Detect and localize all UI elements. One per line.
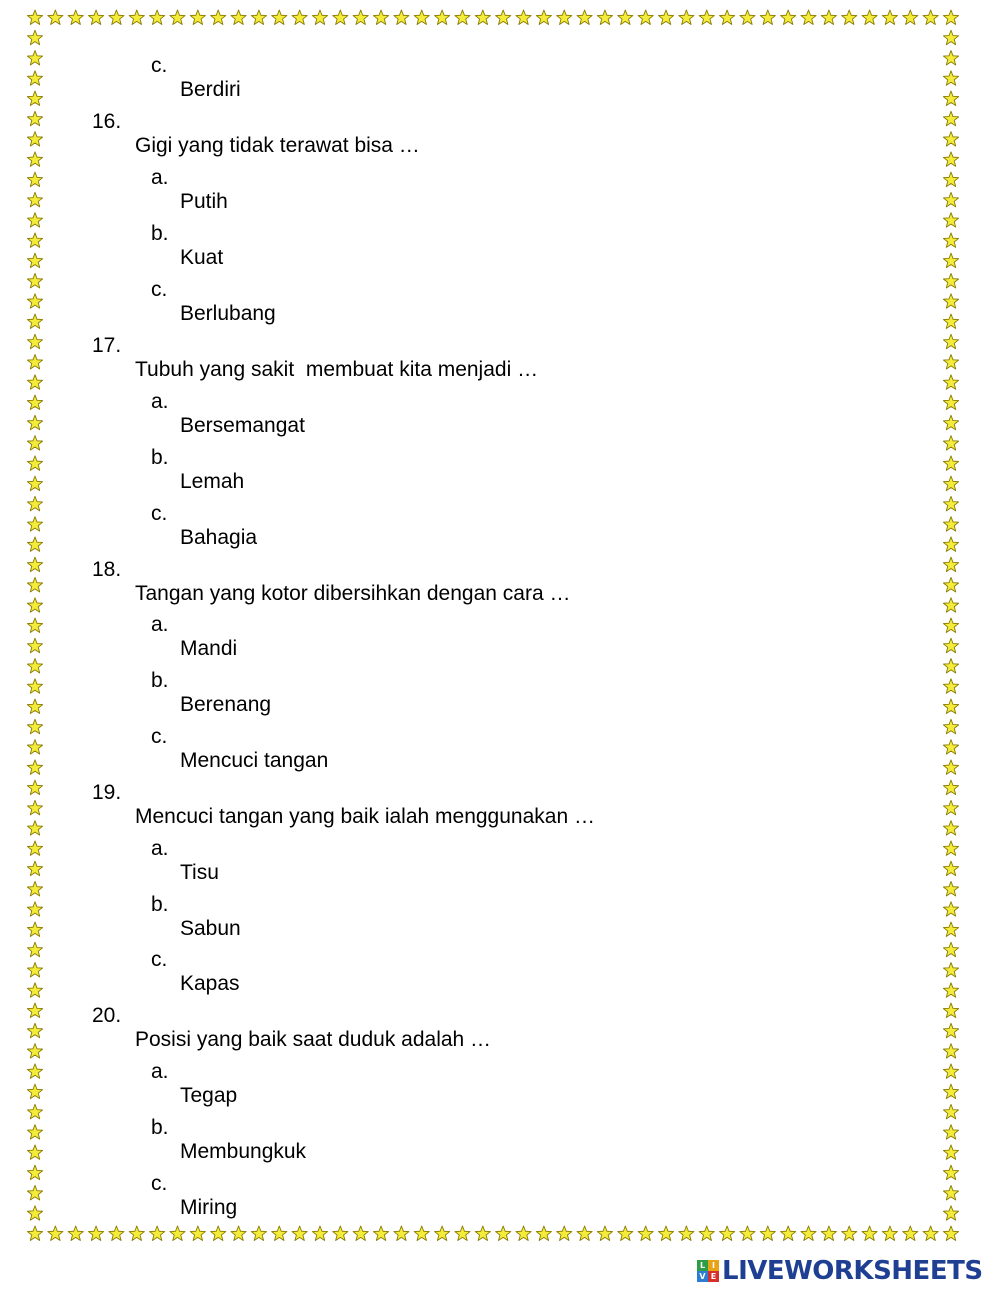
option-text: Putih xyxy=(180,190,228,213)
star-icon xyxy=(943,800,958,814)
star-icon xyxy=(943,314,958,328)
star-icon xyxy=(109,10,124,24)
star-icon xyxy=(943,213,958,227)
star-icon xyxy=(943,963,958,977)
star-icon xyxy=(27,30,42,44)
option-letter: a. xyxy=(151,837,169,860)
star-icon xyxy=(719,1226,734,1240)
star-icon xyxy=(943,598,958,612)
option-text: Sabun xyxy=(180,917,241,940)
star-icon xyxy=(821,10,836,24)
star-icon xyxy=(27,1226,42,1240)
star-icon xyxy=(435,1226,450,1240)
star-icon xyxy=(943,456,958,470)
star-icon xyxy=(27,942,42,956)
star-icon xyxy=(27,1125,42,1139)
star-icon xyxy=(27,273,42,287)
star-icon xyxy=(943,152,958,166)
star-icon xyxy=(536,10,551,24)
star-icon xyxy=(943,1084,958,1098)
star-icon xyxy=(27,355,42,369)
star-icon xyxy=(943,557,958,571)
star-icon xyxy=(943,51,958,65)
star-icon xyxy=(842,1226,857,1240)
star-icon xyxy=(27,132,42,146)
star-icon xyxy=(943,942,958,956)
star-icon xyxy=(48,1226,63,1240)
star-icon xyxy=(27,780,42,794)
star-icon xyxy=(27,679,42,693)
star-icon xyxy=(658,10,673,24)
star-icon xyxy=(943,740,958,754)
logo-mark-letter: V xyxy=(697,1271,708,1282)
star-icon xyxy=(943,436,958,450)
star-icon xyxy=(943,1185,958,1199)
star-icon xyxy=(577,10,592,24)
star-icon xyxy=(943,577,958,591)
star-icon xyxy=(88,1226,103,1240)
star-icon xyxy=(27,172,42,186)
star-icon xyxy=(27,598,42,612)
star-icon xyxy=(27,821,42,835)
question-text: Gigi yang tidak terawat bisa … xyxy=(135,134,420,157)
option-text: Berenang xyxy=(180,693,272,716)
star-icon xyxy=(923,10,938,24)
star-icon xyxy=(801,1226,816,1240)
question-number: 16. xyxy=(92,110,122,133)
star-icon xyxy=(27,800,42,814)
star-icon xyxy=(27,456,42,470)
star-icon xyxy=(27,233,42,247)
star-icon xyxy=(943,355,958,369)
option-letter: a. xyxy=(151,613,169,636)
star-icon xyxy=(557,10,572,24)
star-icon xyxy=(211,10,226,24)
star-icon xyxy=(943,415,958,429)
logo-text: LIVEWORKSHEETS xyxy=(722,1256,983,1286)
option-text: Tegap xyxy=(180,1084,238,1107)
star-icon xyxy=(943,841,958,855)
star-icon xyxy=(27,1003,42,1017)
star-icon xyxy=(943,902,958,916)
star-icon xyxy=(516,10,531,24)
star-icon xyxy=(536,1226,551,1240)
option-row xyxy=(0,1148,238,1244)
star-icon xyxy=(943,1003,958,1017)
star-icon xyxy=(943,294,958,308)
star-icon xyxy=(658,1226,673,1240)
star-icon xyxy=(27,638,42,652)
star-icon xyxy=(27,861,42,875)
option-text: Tisu xyxy=(180,861,219,884)
star-icon xyxy=(312,10,327,24)
option-letter: c. xyxy=(151,948,168,971)
star-icon xyxy=(109,1226,124,1240)
star-icon xyxy=(943,719,958,733)
star-icon xyxy=(27,902,42,916)
star-icon xyxy=(414,10,429,24)
star-icon xyxy=(27,719,42,733)
option-letter: a. xyxy=(151,1060,169,1083)
star-icon xyxy=(740,10,755,24)
star-icon xyxy=(597,10,612,24)
option-letter: b. xyxy=(151,446,169,469)
star-icon xyxy=(862,1226,877,1240)
star-icon xyxy=(943,111,958,125)
option-text: Berdiri xyxy=(180,78,241,101)
star-icon xyxy=(577,1226,592,1240)
star-icon xyxy=(27,253,42,267)
star-icon xyxy=(27,557,42,571)
star-icon xyxy=(27,192,42,206)
star-icon xyxy=(943,1206,958,1220)
star-icon xyxy=(150,10,165,24)
star-icon xyxy=(557,1226,572,1240)
star-icon xyxy=(394,1226,409,1240)
star-icon xyxy=(292,1226,307,1240)
option-letter: b. xyxy=(151,669,169,692)
star-icon xyxy=(943,1104,958,1118)
star-icon xyxy=(312,1226,327,1240)
star-icon xyxy=(943,1023,958,1037)
star-icon xyxy=(943,172,958,186)
logo-mark-letter: E xyxy=(708,1271,719,1282)
star-icon xyxy=(190,10,205,24)
star-icon xyxy=(943,91,958,105)
star-icon xyxy=(27,881,42,895)
option-text: Bahagia xyxy=(180,526,258,549)
question-number: 19. xyxy=(92,781,122,804)
star-icon xyxy=(943,476,958,490)
star-icon xyxy=(455,1226,470,1240)
star-icon xyxy=(27,841,42,855)
star-icon xyxy=(27,1206,42,1220)
star-icon xyxy=(27,375,42,389)
star-icon xyxy=(27,1084,42,1098)
star-icon xyxy=(943,679,958,693)
star-icon xyxy=(170,10,185,24)
star-icon xyxy=(943,1044,958,1058)
star-icon xyxy=(27,577,42,591)
star-icon xyxy=(618,1226,633,1240)
star-icon xyxy=(27,740,42,754)
star-icon xyxy=(719,10,734,24)
star-icon xyxy=(373,1226,388,1240)
star-icon xyxy=(27,1185,42,1199)
star-icon xyxy=(27,983,42,997)
option-letter: b. xyxy=(151,222,169,245)
star-icon xyxy=(373,10,388,24)
logo-mark-letter: I xyxy=(708,1260,719,1271)
star-icon xyxy=(27,1145,42,1159)
star-icon xyxy=(27,10,42,24)
option-text: Miring xyxy=(180,1196,238,1219)
star-icon xyxy=(292,10,307,24)
question-number: 18. xyxy=(92,558,122,581)
star-icon xyxy=(943,1064,958,1078)
star-icon xyxy=(943,618,958,632)
star-icon xyxy=(943,375,958,389)
star-icon xyxy=(27,496,42,510)
star-icon xyxy=(943,659,958,673)
star-icon xyxy=(943,1165,958,1179)
star-icon xyxy=(496,10,511,24)
star-icon xyxy=(27,963,42,977)
star-icon xyxy=(435,10,450,24)
star-icon xyxy=(27,1023,42,1037)
star-icon xyxy=(943,273,958,287)
question-text: Mencuci tangan yang baik ialah menggunakan … xyxy=(135,805,595,828)
star-icon xyxy=(27,618,42,632)
star-icon xyxy=(496,1226,511,1240)
star-icon xyxy=(638,10,653,24)
star-icon xyxy=(27,1044,42,1058)
star-icon xyxy=(760,10,775,24)
star-icon xyxy=(475,1226,490,1240)
star-icon xyxy=(27,334,42,348)
star-icon xyxy=(27,436,42,450)
question-number: 17. xyxy=(92,334,122,357)
star-icon xyxy=(943,699,958,713)
star-icon xyxy=(943,233,958,247)
star-icon xyxy=(231,10,246,24)
star-icon xyxy=(272,10,287,24)
star-icon xyxy=(516,1226,531,1240)
option-letter: c. xyxy=(151,54,168,77)
star-icon xyxy=(27,395,42,409)
option-letter: a. xyxy=(151,390,169,413)
star-icon xyxy=(862,10,877,24)
logo-mark-icon xyxy=(697,1260,719,1282)
option-text: Berlubang xyxy=(180,302,276,325)
star-icon xyxy=(27,1064,42,1078)
option-letter: c. xyxy=(151,1172,168,1195)
question-number: 20. xyxy=(92,1004,122,1027)
star-icon xyxy=(251,10,266,24)
star-icon xyxy=(903,10,918,24)
option-letter: b. xyxy=(151,893,169,916)
star-icon xyxy=(27,922,42,936)
logo-mark-letter: L xyxy=(697,1260,708,1271)
star-icon xyxy=(740,1226,755,1240)
star-icon xyxy=(68,10,83,24)
star-icon xyxy=(455,10,470,24)
star-icon xyxy=(943,537,958,551)
star-icon xyxy=(27,152,42,166)
star-icon xyxy=(943,192,958,206)
star-icon xyxy=(129,10,144,24)
star-icon xyxy=(48,10,63,24)
star-icon xyxy=(27,537,42,551)
star-icon xyxy=(638,1226,653,1240)
star-icon xyxy=(943,922,958,936)
star-icon xyxy=(129,1226,144,1240)
star-icon xyxy=(414,1226,429,1240)
liveworksheets-logo xyxy=(697,1257,983,1285)
star-icon xyxy=(211,1226,226,1240)
star-icon xyxy=(27,51,42,65)
star-icon xyxy=(882,10,897,24)
option-letter: c. xyxy=(151,278,168,301)
star-icon xyxy=(27,1104,42,1118)
star-icon xyxy=(394,10,409,24)
option-text: Lemah xyxy=(180,470,245,493)
star-icon xyxy=(27,1165,42,1179)
star-icon xyxy=(781,1226,796,1240)
star-icon xyxy=(943,496,958,510)
star-icon xyxy=(781,10,796,24)
star-icon xyxy=(27,111,42,125)
star-icon xyxy=(821,1226,836,1240)
star-icon xyxy=(943,334,958,348)
star-icon xyxy=(353,10,368,24)
star-icon xyxy=(842,10,857,24)
option-text: Kapas xyxy=(180,972,240,995)
star-icon xyxy=(150,1226,165,1240)
option-letter: c. xyxy=(151,502,168,525)
star-icon xyxy=(679,1226,694,1240)
star-icon xyxy=(170,1226,185,1240)
star-icon xyxy=(943,861,958,875)
option-text: Kuat xyxy=(180,246,224,269)
star-icon xyxy=(231,1226,246,1240)
option-letter: b. xyxy=(151,1116,169,1139)
star-icon xyxy=(943,638,958,652)
star-icon xyxy=(333,1226,348,1240)
option-text: Bersemangat xyxy=(180,414,305,437)
star-icon xyxy=(943,1145,958,1159)
option-text: Membungkuk xyxy=(180,1140,307,1163)
star-icon xyxy=(27,760,42,774)
star-icon xyxy=(27,476,42,490)
star-icon xyxy=(943,10,958,24)
star-icon xyxy=(943,1226,958,1240)
star-icon xyxy=(251,1226,266,1240)
star-icon xyxy=(27,415,42,429)
option-letter: c. xyxy=(151,725,168,748)
star-icon xyxy=(27,699,42,713)
star-icon xyxy=(27,314,42,328)
star-icon xyxy=(760,1226,775,1240)
question-text: Tangan yang kotor dibersihkan dengan cara … xyxy=(135,582,571,605)
star-icon xyxy=(923,1226,938,1240)
star-icon xyxy=(27,294,42,308)
star-icon xyxy=(943,395,958,409)
star-icon xyxy=(27,91,42,105)
question-text: Tubuh yang sakit membuat kita menjadi … xyxy=(135,358,539,381)
star-icon xyxy=(27,517,42,531)
option-text: Mandi xyxy=(180,637,238,660)
star-icon xyxy=(597,1226,612,1240)
star-icon xyxy=(943,983,958,997)
star-icon xyxy=(903,1226,918,1240)
star-icon xyxy=(943,253,958,267)
star-icon xyxy=(943,517,958,531)
option-letter: a. xyxy=(151,166,169,189)
star-icon xyxy=(333,10,348,24)
star-icon xyxy=(943,760,958,774)
star-icon xyxy=(943,30,958,44)
star-icon xyxy=(88,10,103,24)
star-icon xyxy=(27,71,42,85)
star-icon xyxy=(943,780,958,794)
star-icon xyxy=(943,1125,958,1139)
star-icon xyxy=(27,659,42,673)
star-icon xyxy=(618,10,633,24)
star-icon xyxy=(68,1226,83,1240)
star-icon xyxy=(679,10,694,24)
option-text: Mencuci tangan xyxy=(180,749,329,772)
star-icon xyxy=(475,10,490,24)
star-icon xyxy=(801,10,816,24)
star-icon xyxy=(190,1226,205,1240)
star-icon xyxy=(943,71,958,85)
star-icon xyxy=(27,213,42,227)
star-icon xyxy=(699,10,714,24)
star-icon xyxy=(353,1226,368,1240)
star-icon xyxy=(943,132,958,146)
star-icon xyxy=(943,821,958,835)
star-icon xyxy=(272,1226,287,1240)
question-text: Posisi yang baik saat duduk adalah … xyxy=(135,1028,492,1051)
star-icon xyxy=(699,1226,714,1240)
star-icon xyxy=(882,1226,897,1240)
star-icon xyxy=(943,881,958,895)
